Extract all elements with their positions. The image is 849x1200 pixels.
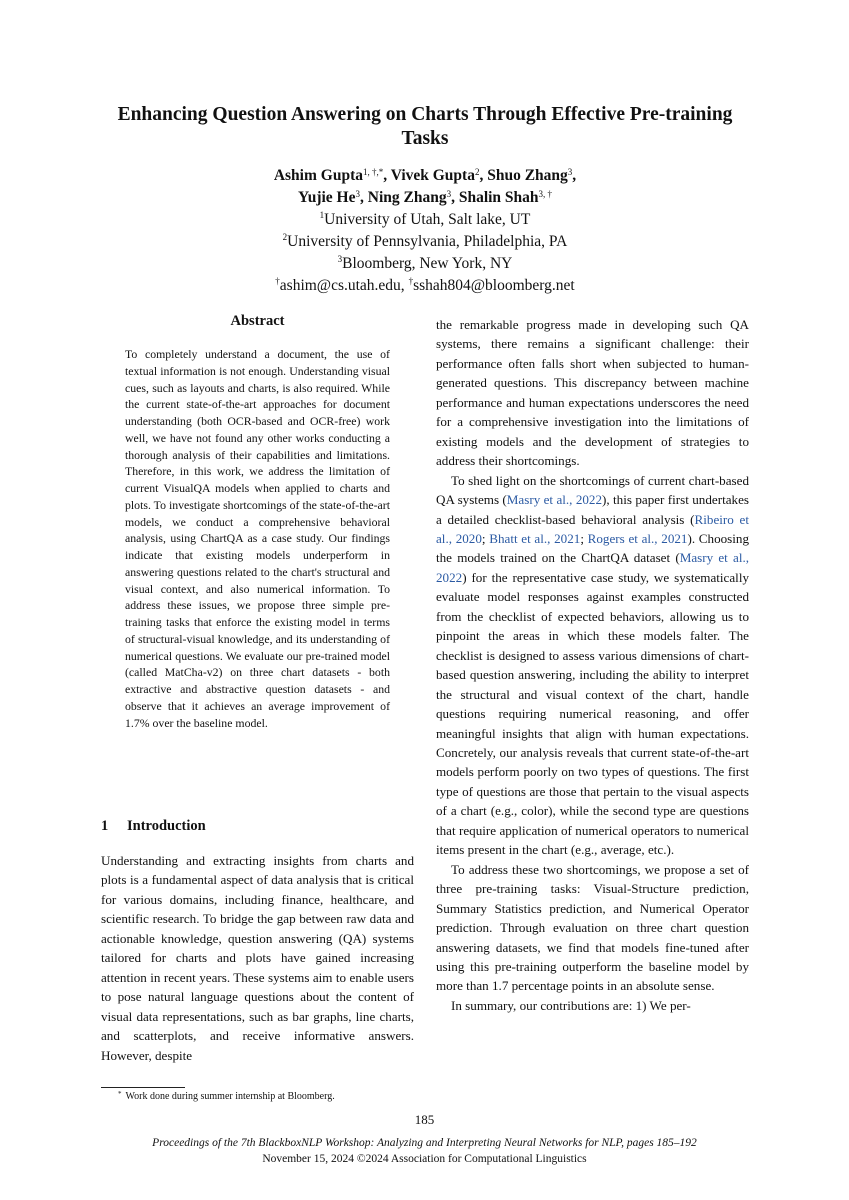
body-paragraph: In summary, our contributions are: 1) We per- (451, 997, 691, 1013)
footnote-text: Work done during summer internship at Bloomberg. (125, 1091, 335, 1102)
author-name: , Shuo Zhang (479, 167, 568, 184)
page-footer (0, 1135, 849, 1167)
body-text: ; (580, 530, 588, 546)
section-title: Introduction (127, 818, 206, 834)
author-line-2 (95, 187, 755, 209)
email-line (95, 275, 755, 297)
paper-title: Enhancing Question Answering on Charts Through Effective Pre-training Tasks (117, 104, 733, 149)
footnote-rule (101, 1087, 185, 1088)
affiliation-sup: 3 (337, 254, 343, 264)
email-link[interactable]: sshah804@bloomberg.net (413, 277, 575, 294)
body-paragraph: the remarkable progress made in developing such QA systems, there remains a significant challenge: their performance often falls short when subjected to human-generated questions. This discrepancy between machine performance and human expectations underscores the need for a comprehensive investigation into the limitations of existing models and the development of strategies to address their shortcomings. (436, 317, 749, 469)
author-sup: 3 (355, 189, 360, 199)
author-sup: 1, †,* (362, 167, 384, 177)
left-column (101, 851, 414, 1065)
citation-link[interactable]: Masry et al., 2022 (436, 550, 749, 585)
author-line-1 (95, 165, 755, 187)
affiliation (95, 209, 755, 231)
email-link[interactable]: ashim@cs.utah.edu, (279, 277, 409, 294)
abstract-body (125, 346, 390, 731)
email-sup: † (275, 276, 280, 286)
affiliation-text: Bloomberg, New York, NY (342, 255, 513, 272)
author-name: Yujie He (297, 189, 356, 206)
body-text: To shed light on the shortcomings of current chart-based QA systems ( (436, 472, 749, 508)
citation-link[interactable]: Masry et al., 2022 (506, 492, 603, 508)
body-text: ) for the representative case study, we systematically evaluate model responses against examples constructed from the checklist of expected behaviors, allowing us to pinpoint the areas in which these models falter. The checklist is designed to assess various dimensions of chart-based question answering, including the ability to interpret the structural and visual context of the chart, handle questions requiring numerical reasoning, and offer meaningful insights that align with human expectations. Concretely, our analysis reveals that current state-of-the-art models perform poorly on two types of questions. The first type of questions are those that pertain to the visual aspects of a chart (e.g., color), while the second type are questions that require application of numerical operators to numerical items present in the chart (e.g., average, etc.). (436, 569, 749, 858)
body-paragraph: To address these two shortcomings, we propose a set of three pre-training tasks: Visual-Structure prediction, Summary Statistics prediction, and Numerical Operator prediction. Through evaluation on three chart question answering datasets, we find that models fine-tuned after using this pre-training outperform the baseline model by more than 1.7 percentage points in an absolute sense. (436, 861, 749, 994)
email-sup: † (408, 276, 414, 286)
affiliation-sup: 1 (319, 210, 325, 220)
abstract-heading: Abstract (230, 313, 285, 329)
body-text: ). Choosing the models trained on the ChartQA dataset ( (436, 530, 749, 566)
proceedings-line: Proceedings of the 7th BlackboxNLP Workshop: Analyzing and Interpreting Neural Networks for NLP, pages 185–192 (152, 1137, 697, 1149)
body-text: ; (481, 530, 490, 546)
section-heading-introduction (101, 818, 414, 835)
footnote (118, 1090, 418, 1103)
page-number: 185 (414, 1112, 435, 1127)
author-name: Ashim Gupta (273, 167, 363, 184)
author-sup: 3, † (538, 189, 553, 199)
author-sup: 3 (567, 167, 573, 177)
author-name: , Shalin Shah (451, 189, 539, 206)
affiliation (95, 231, 755, 253)
author-sup: 2 (474, 167, 480, 177)
citation-link[interactable]: Ribeiro et al., 2020 (436, 511, 750, 546)
author-sup: 3 (446, 189, 452, 199)
copyright-line: November 15, 2024 ©2024 Association for Computational Linguistics (262, 1153, 587, 1165)
abstract-text: To completely understand a document, the use of textual information is not enough. Understanding visual cues, such as layouts and charts, is also required. While the current state-of-the-art approaches for document understanding (both OCR-based and OCR-free) work well, we have not found any other works conducting a thorough analysis of their capabilities and limitations. Therefore, in this work, we address the limitation of current VisualQA models when applied to charts and plots. To investigate shortcomings of the state-of-the-art models, we conduct a comprehensive behavioral analysis, using ChartQA as a case study. Our findings indicate that existing models underperform in answering questions related to the chart's structural and visual context, and also numerical information. To address these issues, we propose three simple pre-training tasks that enforce the existing model in terms of structural-visual knowledge, and its understanding of numerical questions. We evaluate our pre-trained model (called MatCha-v2) on three chart datasets - both extractive and abstractive question datasets - and observe that it achieves an average improvement of 1.7% over the baseline model. (125, 347, 390, 730)
author-block (95, 165, 755, 297)
author-name: , Vivek Gupta (383, 167, 475, 184)
body-paragraph (436, 471, 749, 860)
author-name: , Ning Zhang (360, 189, 447, 206)
citation-link[interactable]: Rogers et al., 2021 (587, 530, 688, 546)
affiliation (95, 253, 755, 275)
footnote-mark: * (118, 1090, 122, 1098)
citation-link[interactable]: Bhatt et al., 2021 (489, 530, 581, 546)
section-number: 1 (101, 818, 109, 834)
body-text: ), this paper first undertakes a detailed checklist-based behavioral analysis ( (436, 492, 749, 527)
affiliation-text: University of Pennsylvania, Philadelphia, PA (287, 233, 568, 250)
affiliation-sup: 2 (282, 232, 288, 242)
affiliation-text: University of Utah, Salt lake, UT (324, 211, 531, 228)
author-separator: , (572, 167, 577, 184)
intro-paragraph: Understanding and extracting insights from charts and plots is a fundamental aspect of data analysis that is critical for various domains, including finance, healthcare, and scientific research. To bridge the gap between raw data and actionable knowledge, question answering (QA) systems tailored for charts and plots have gained increasing attention in recent years. These systems aim to enable users to pose natural language questions about the content of visual data representations, such as bar graphs, line charts, and scatterplots, and receive informative answers. However, despite (101, 853, 414, 1063)
right-column (436, 315, 749, 1015)
